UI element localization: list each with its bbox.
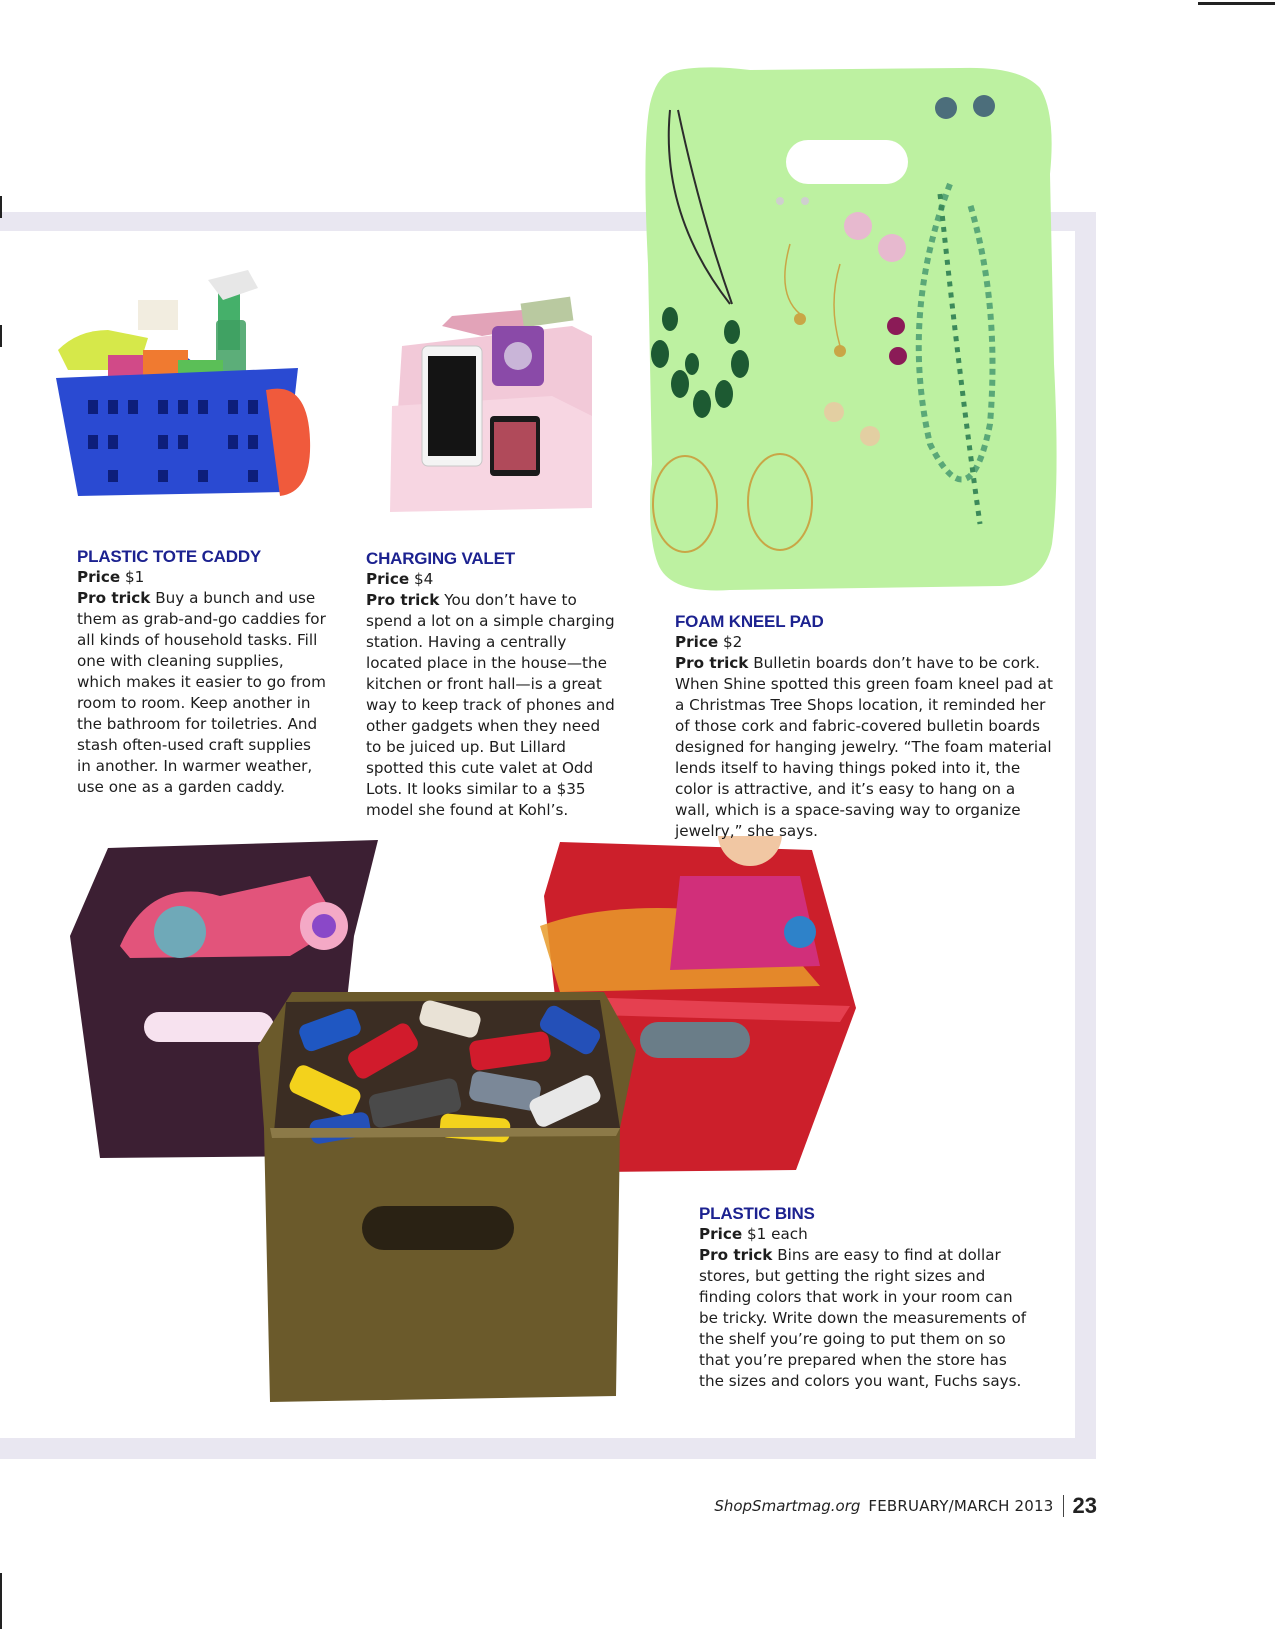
page-footer: [714, 1493, 1097, 1519]
price-label: Price: [675, 633, 719, 651]
pro-trick-text: Bins are easy to find at dollar stores, but getting the right sizes and finding colors that work in your room can be tricky. Write down the measurements of the shelf you’re going to put them on so that you’re prepared when the store has the sizes and colors you want, Fuchs says.: [699, 1246, 1027, 1390]
pro-trick-label: Pro trick: [366, 591, 440, 609]
tote-caddy-photo: [48, 260, 328, 520]
price-value: $2: [722, 633, 743, 651]
price-value: $1 each: [746, 1225, 808, 1243]
article-plastic-tote-caddy: [77, 546, 329, 798]
price-label: Price: [366, 570, 410, 588]
foam-kneel-pad-photo: [640, 64, 1060, 594]
price-line: [77, 567, 329, 588]
pro-trick-label: Pro trick: [699, 1246, 773, 1264]
pro-trick-label: Pro trick: [77, 589, 151, 607]
pro-trick-text: You don’t have to spend a lot on a simple charging station. Having a centrally located place in the house—the kitchen or front hall—is a great way to keep track of phones and other gadgets when they need to be juiced up. But Lillard spotted this cute valet at Odd Lots. It looks similar to a $35 model she found at Kohl’s.: [366, 591, 615, 819]
charging-valet-photo: [372, 286, 612, 526]
article-foam-kneel-pad: [675, 611, 1053, 842]
article-title: CHARGING VALET: [366, 549, 515, 568]
scan-mark-left-2: [0, 325, 2, 347]
scan-mark-left-1: [0, 196, 2, 218]
price-line: [675, 632, 1053, 653]
page-number: 23: [1072, 1493, 1097, 1518]
pro-trick-text: Bulletin boards don’t have to be cork. When Shine spotted this green foam kneel pad at a Christmas Tree Shops location, it reminded her of those cork and fabric-covered bulletin boards designed for hanging jewelry. “The foam material lends itself to having things poked into it, the color is attractive, and it’s easy to hang on a wall, which is a space-saving way to organize jewelry,” she says.: [675, 654, 1053, 840]
article-title: FOAM KNEEL PAD: [675, 612, 824, 631]
price-label: Price: [699, 1225, 743, 1243]
footer-date: FEBRUARY/MARCH 2013: [868, 1497, 1054, 1515]
scan-mark-top-right: [1198, 2, 1275, 5]
price-line: [699, 1224, 1033, 1245]
scan-mark-left-3: [0, 1573, 2, 1629]
footer-site: ShopSmartmag.org: [714, 1497, 861, 1515]
article-title: PLASTIC BINS: [699, 1204, 815, 1223]
pro-trick: [77, 588, 329, 798]
price-line: [366, 569, 618, 590]
price-label: Price: [77, 568, 121, 586]
pro-trick: [366, 590, 618, 821]
pro-trick-label: Pro trick: [675, 654, 749, 672]
pro-trick: [699, 1245, 1033, 1392]
article-title: PLASTIC TOTE CADDY: [77, 547, 262, 566]
pro-trick: [675, 653, 1053, 842]
footer-divider: [1063, 1495, 1064, 1517]
pro-trick-text: Buy a bunch and use them as grab-and-go caddies for all kinds of household tasks. Fill one with cleaning supplies, which makes it easier to go from room to room. Keep another in the bathroom for toiletries. And stash often-used craft supplies in another. In warmer weather, use one as a garden caddy.: [77, 589, 326, 796]
article-plastic-bins: [699, 1203, 1033, 1392]
price-value: $4: [413, 570, 434, 588]
price-value: $1: [124, 568, 145, 586]
article-charging-valet: [366, 548, 618, 821]
